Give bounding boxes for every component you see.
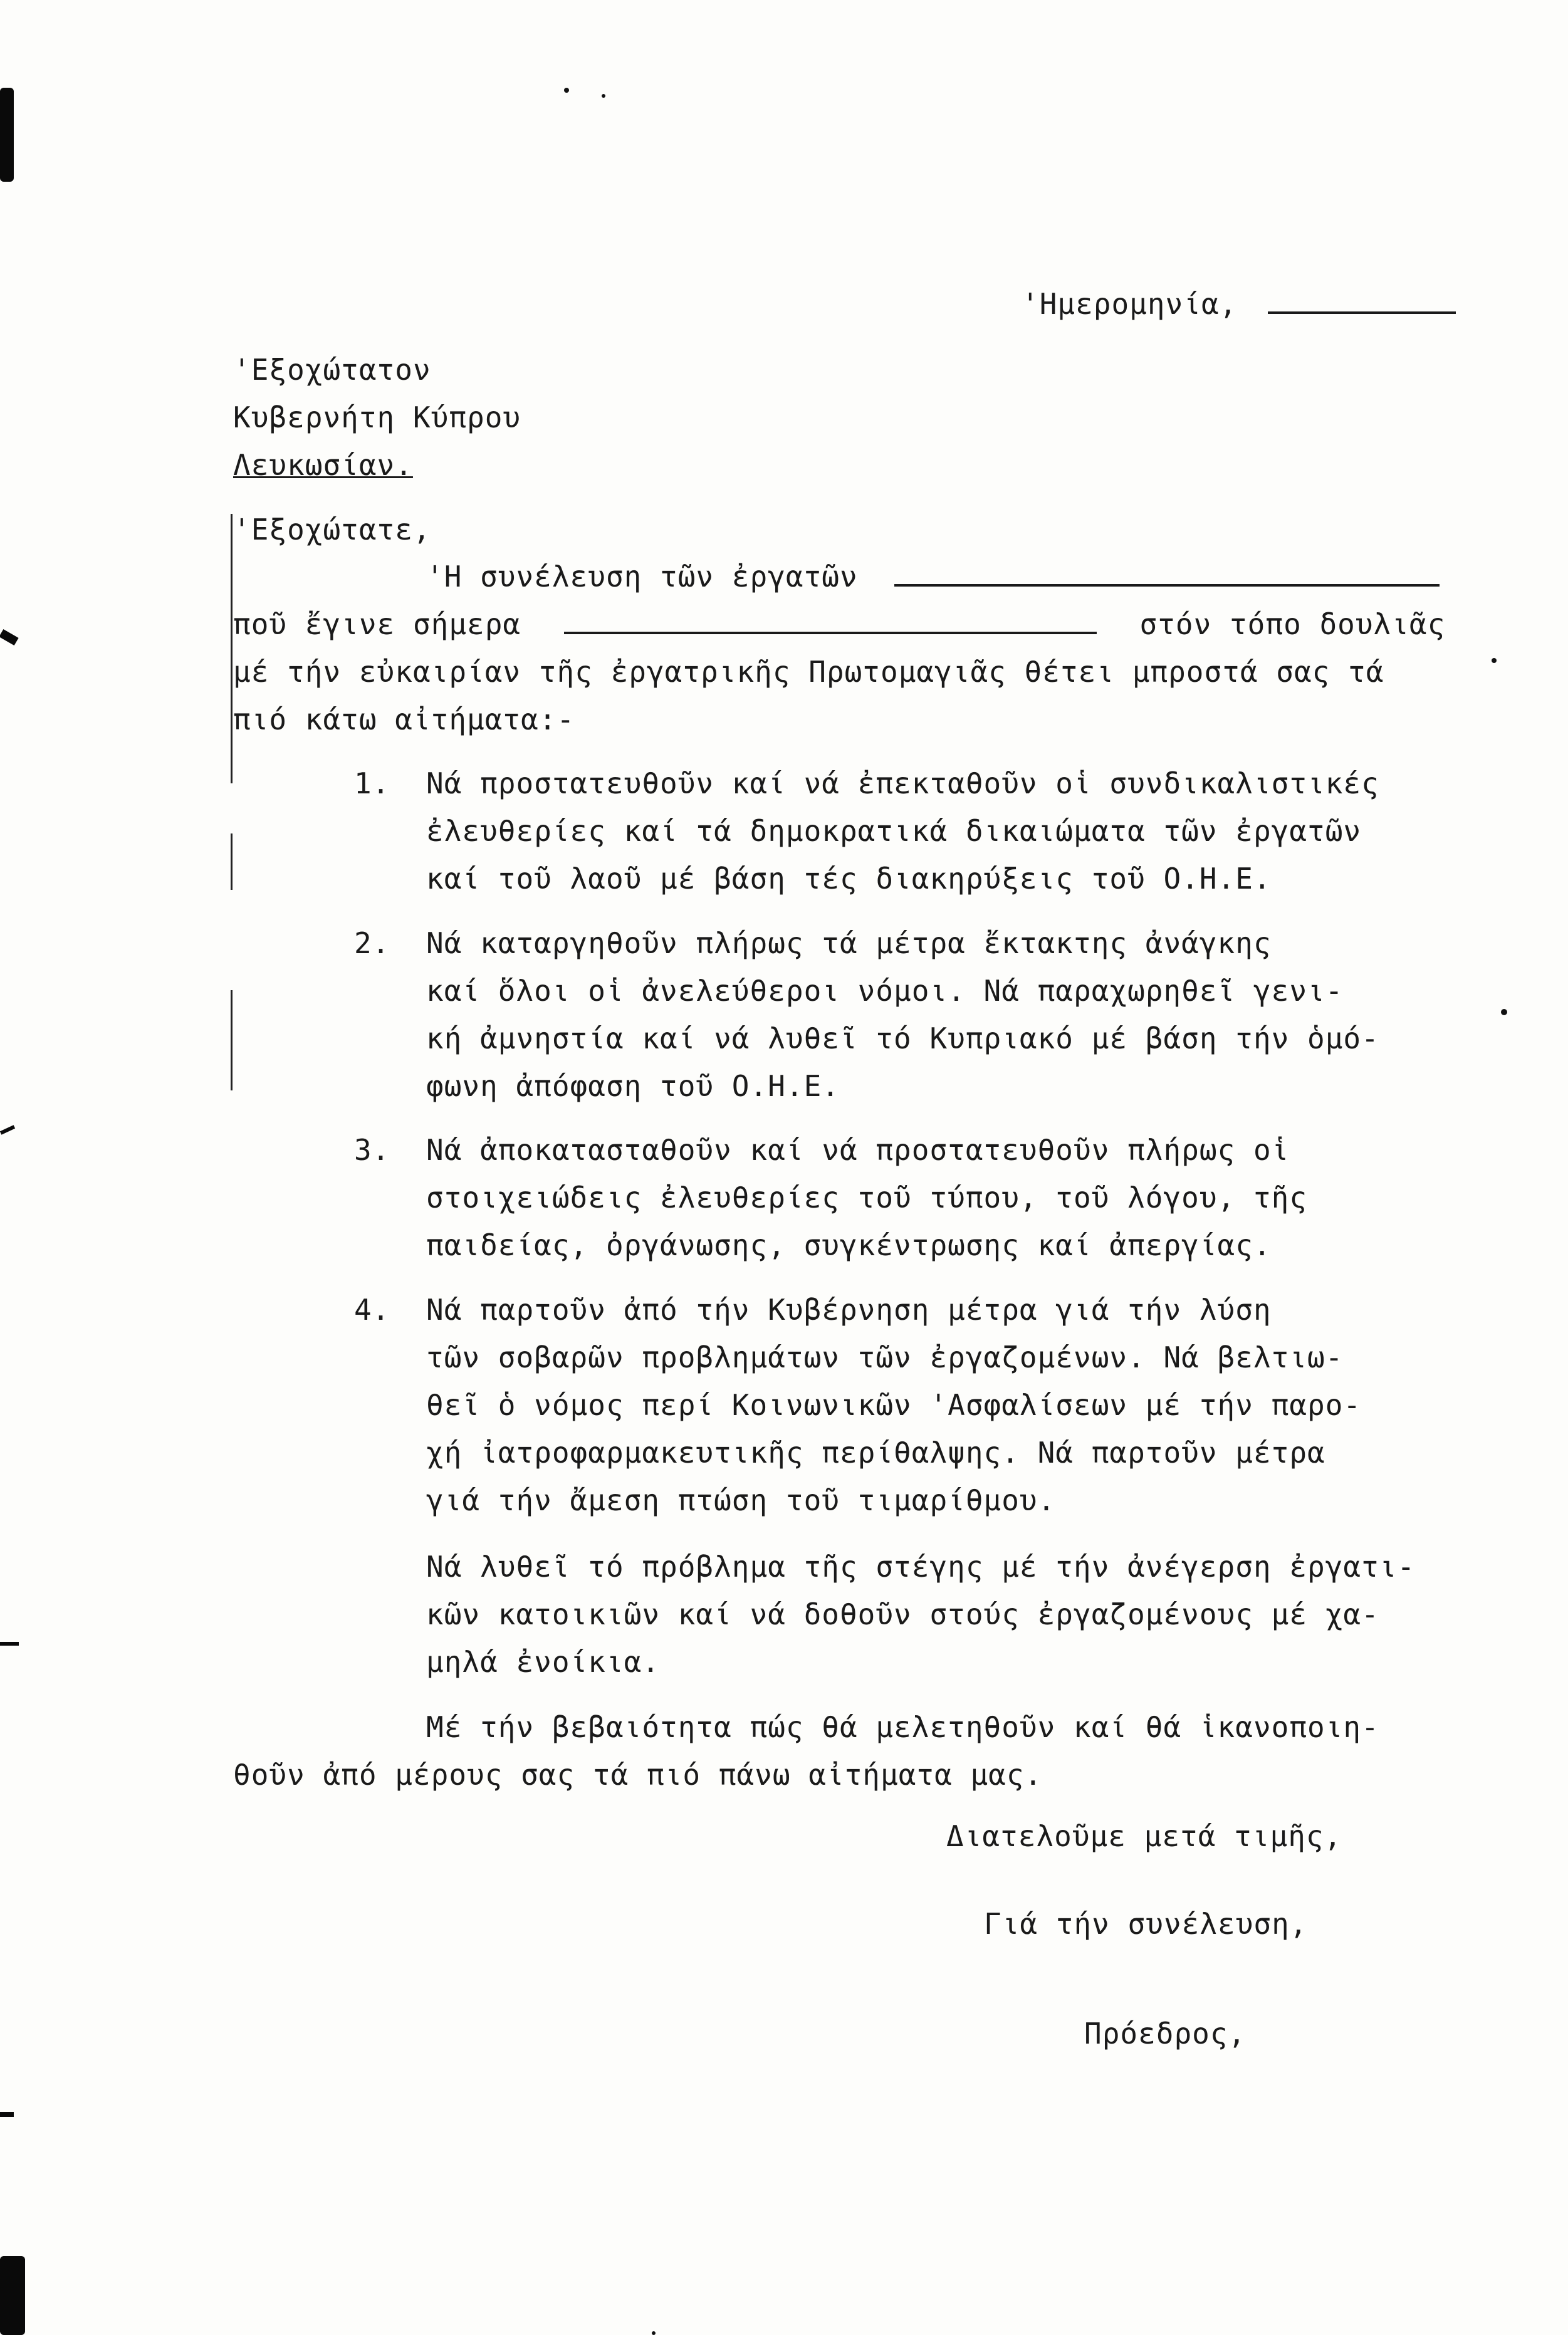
intro-line-1 xyxy=(426,558,1440,595)
scan-speck xyxy=(564,88,569,93)
demand-text-line: καί τοῦ λαοῦ μέ βάση τές διακηρύξεις τοῦ Ο.Η.Ε. xyxy=(426,862,1272,896)
intro-text-2b: στόν τόπο δουλιᾶς xyxy=(1139,607,1446,641)
demand-text-line: ἐλευθερίες καί τά δημοκρατικά δικαιώματα τῶν ἐργατῶν xyxy=(426,814,1362,848)
assembly-name-blank[interactable] xyxy=(894,559,1440,587)
intro-line-3: μέ τήν εὐκαιρίαν τῆς ἐργατρικῆς Πρωτομαγιᾶς θέτει μπροστά σας τά xyxy=(233,655,1384,689)
scan-edge-mark xyxy=(0,1642,19,1646)
date-label: 'Ημερομηνία, xyxy=(1022,287,1238,321)
intro-line-4: πιό κάτω αἰτήματα:- xyxy=(233,703,575,736)
demand-number: 4. xyxy=(354,1293,390,1327)
intro-line-2 xyxy=(233,605,1445,643)
scan-speck xyxy=(652,2331,656,2335)
demand-text-line: γιά τήν ἄμεση πτώση τοῦ τιμαρίθμου. xyxy=(426,1483,1056,1517)
demand-text-line: κή ἀμνηστία καί νά λυθεῖ τό Κυπριακό μέ βάση τήν ὁμό- xyxy=(426,1021,1379,1055)
demand-text-line: θεῖ ὁ νόμος περί Κοινωνικῶν 'Ασφαλίσεων μέ τήν παρο- xyxy=(426,1388,1362,1422)
demand-text-line: στοιχειώδεις ἐλευθερίες τοῦ τύπου, τοῦ λόγου, τῆς xyxy=(426,1181,1308,1215)
scan-edge-mark xyxy=(0,2112,14,2117)
margin-rule xyxy=(231,833,233,890)
closing-line-2: θοῦν ἀπό μέρους σας τά πιό πάνω αἰτήματα μας. xyxy=(233,1758,1043,1792)
demand-text-line: καί ὅλοι οἱ ἀνελεύθεροι νόμοι. Νά παραχωρηθεῖ γενι- xyxy=(426,974,1344,1008)
closing-line-1: Μέ τήν βεβαιότητα πώς θά μελετηθοῦν καί θά ἱκανοποιη- xyxy=(426,1710,1379,1744)
demand-text-line: Νά λυθεῖ τό πρόβλημα τῆς στέγης μέ τήν ἀνέγερση ἐργατι- xyxy=(426,1550,1416,1584)
demand-text-line: Νά παρτοῦν ἀπό τήν Κυβέρνηση μέτρα γιά τήν λύση xyxy=(426,1293,1272,1327)
demand-number: 1. xyxy=(354,766,390,800)
date-line xyxy=(1022,285,1456,323)
signoff-line-3: Πρόεδρος, xyxy=(1084,2017,1247,2050)
signoff-line-2: Γιά τήν συνέλευση, xyxy=(984,1907,1308,1941)
demand-number: 3. xyxy=(354,1133,390,1167)
date-blank[interactable] xyxy=(1268,286,1456,314)
scan-speck xyxy=(602,94,605,98)
demand-text-line: Νά προστατευθοῦν καί νά ἐπεκταθοῦν οἱ συνδικαλιστικές xyxy=(426,766,1379,800)
scan-edge-mark xyxy=(0,2256,25,2335)
demand-text-line: χή ἰατροφαρμακευτικῆς περίθαλψης. Νά παρτοῦν μέτρα xyxy=(426,1436,1325,1470)
intro-text-1: 'Η συνέλευση τῶν ἐργατῶν xyxy=(426,560,858,593)
signoff-line-1: Διατελοῦμε μετά τιμῆς, xyxy=(946,1819,1342,1853)
scan-edge-mark xyxy=(0,629,19,645)
demand-text-line: κῶν κατοικιῶν καί νά δοθοῦν στούς ἐργαζομένους μέ χα- xyxy=(426,1597,1379,1631)
demand-number: 2. xyxy=(354,926,390,960)
scan-edge-mark xyxy=(0,1125,15,1135)
demand-text-line: μηλά ἐνοίκια. xyxy=(426,1645,661,1679)
demand-text-line: παιδείας, ὀργάνωσης, συγκέντρωσης καί ἀπεργίας. xyxy=(426,1228,1272,1262)
scan-speck xyxy=(1492,658,1497,663)
scan-speck xyxy=(1501,1009,1507,1015)
intro-text-2a: ποῦ ἔγινε σήμερα xyxy=(233,607,521,641)
meeting-place-blank[interactable] xyxy=(564,607,1097,634)
margin-rule xyxy=(231,514,233,783)
address-line-1: 'Εξοχώτατον xyxy=(233,353,431,387)
address-line-3: Λευκωσίαν. xyxy=(233,448,413,482)
demand-text-line: Νά ἀποκατασταθοῦν καί νά προστατευθοῦν πλήρως οἱ xyxy=(426,1133,1290,1167)
demand-text-line: τῶν σοβαρῶν προβλημάτων τῶν ἐργαζομένων. Νά βελτιω- xyxy=(426,1340,1344,1374)
demand-text-line: φωνη ἀπόφαση τοῦ Ο.Η.Ε. xyxy=(426,1069,840,1103)
margin-rule xyxy=(231,990,233,1090)
scan-edge-mark xyxy=(0,88,14,182)
address-line-2: Κυβερνήτη Κύπρου xyxy=(233,400,521,434)
demand-text-line: Νά καταργηθοῦν πλήρως τά μέτρα ἔκτακτης ἀνάγκης xyxy=(426,926,1272,960)
salutation: 'Εξοχώτατε, xyxy=(233,513,431,546)
